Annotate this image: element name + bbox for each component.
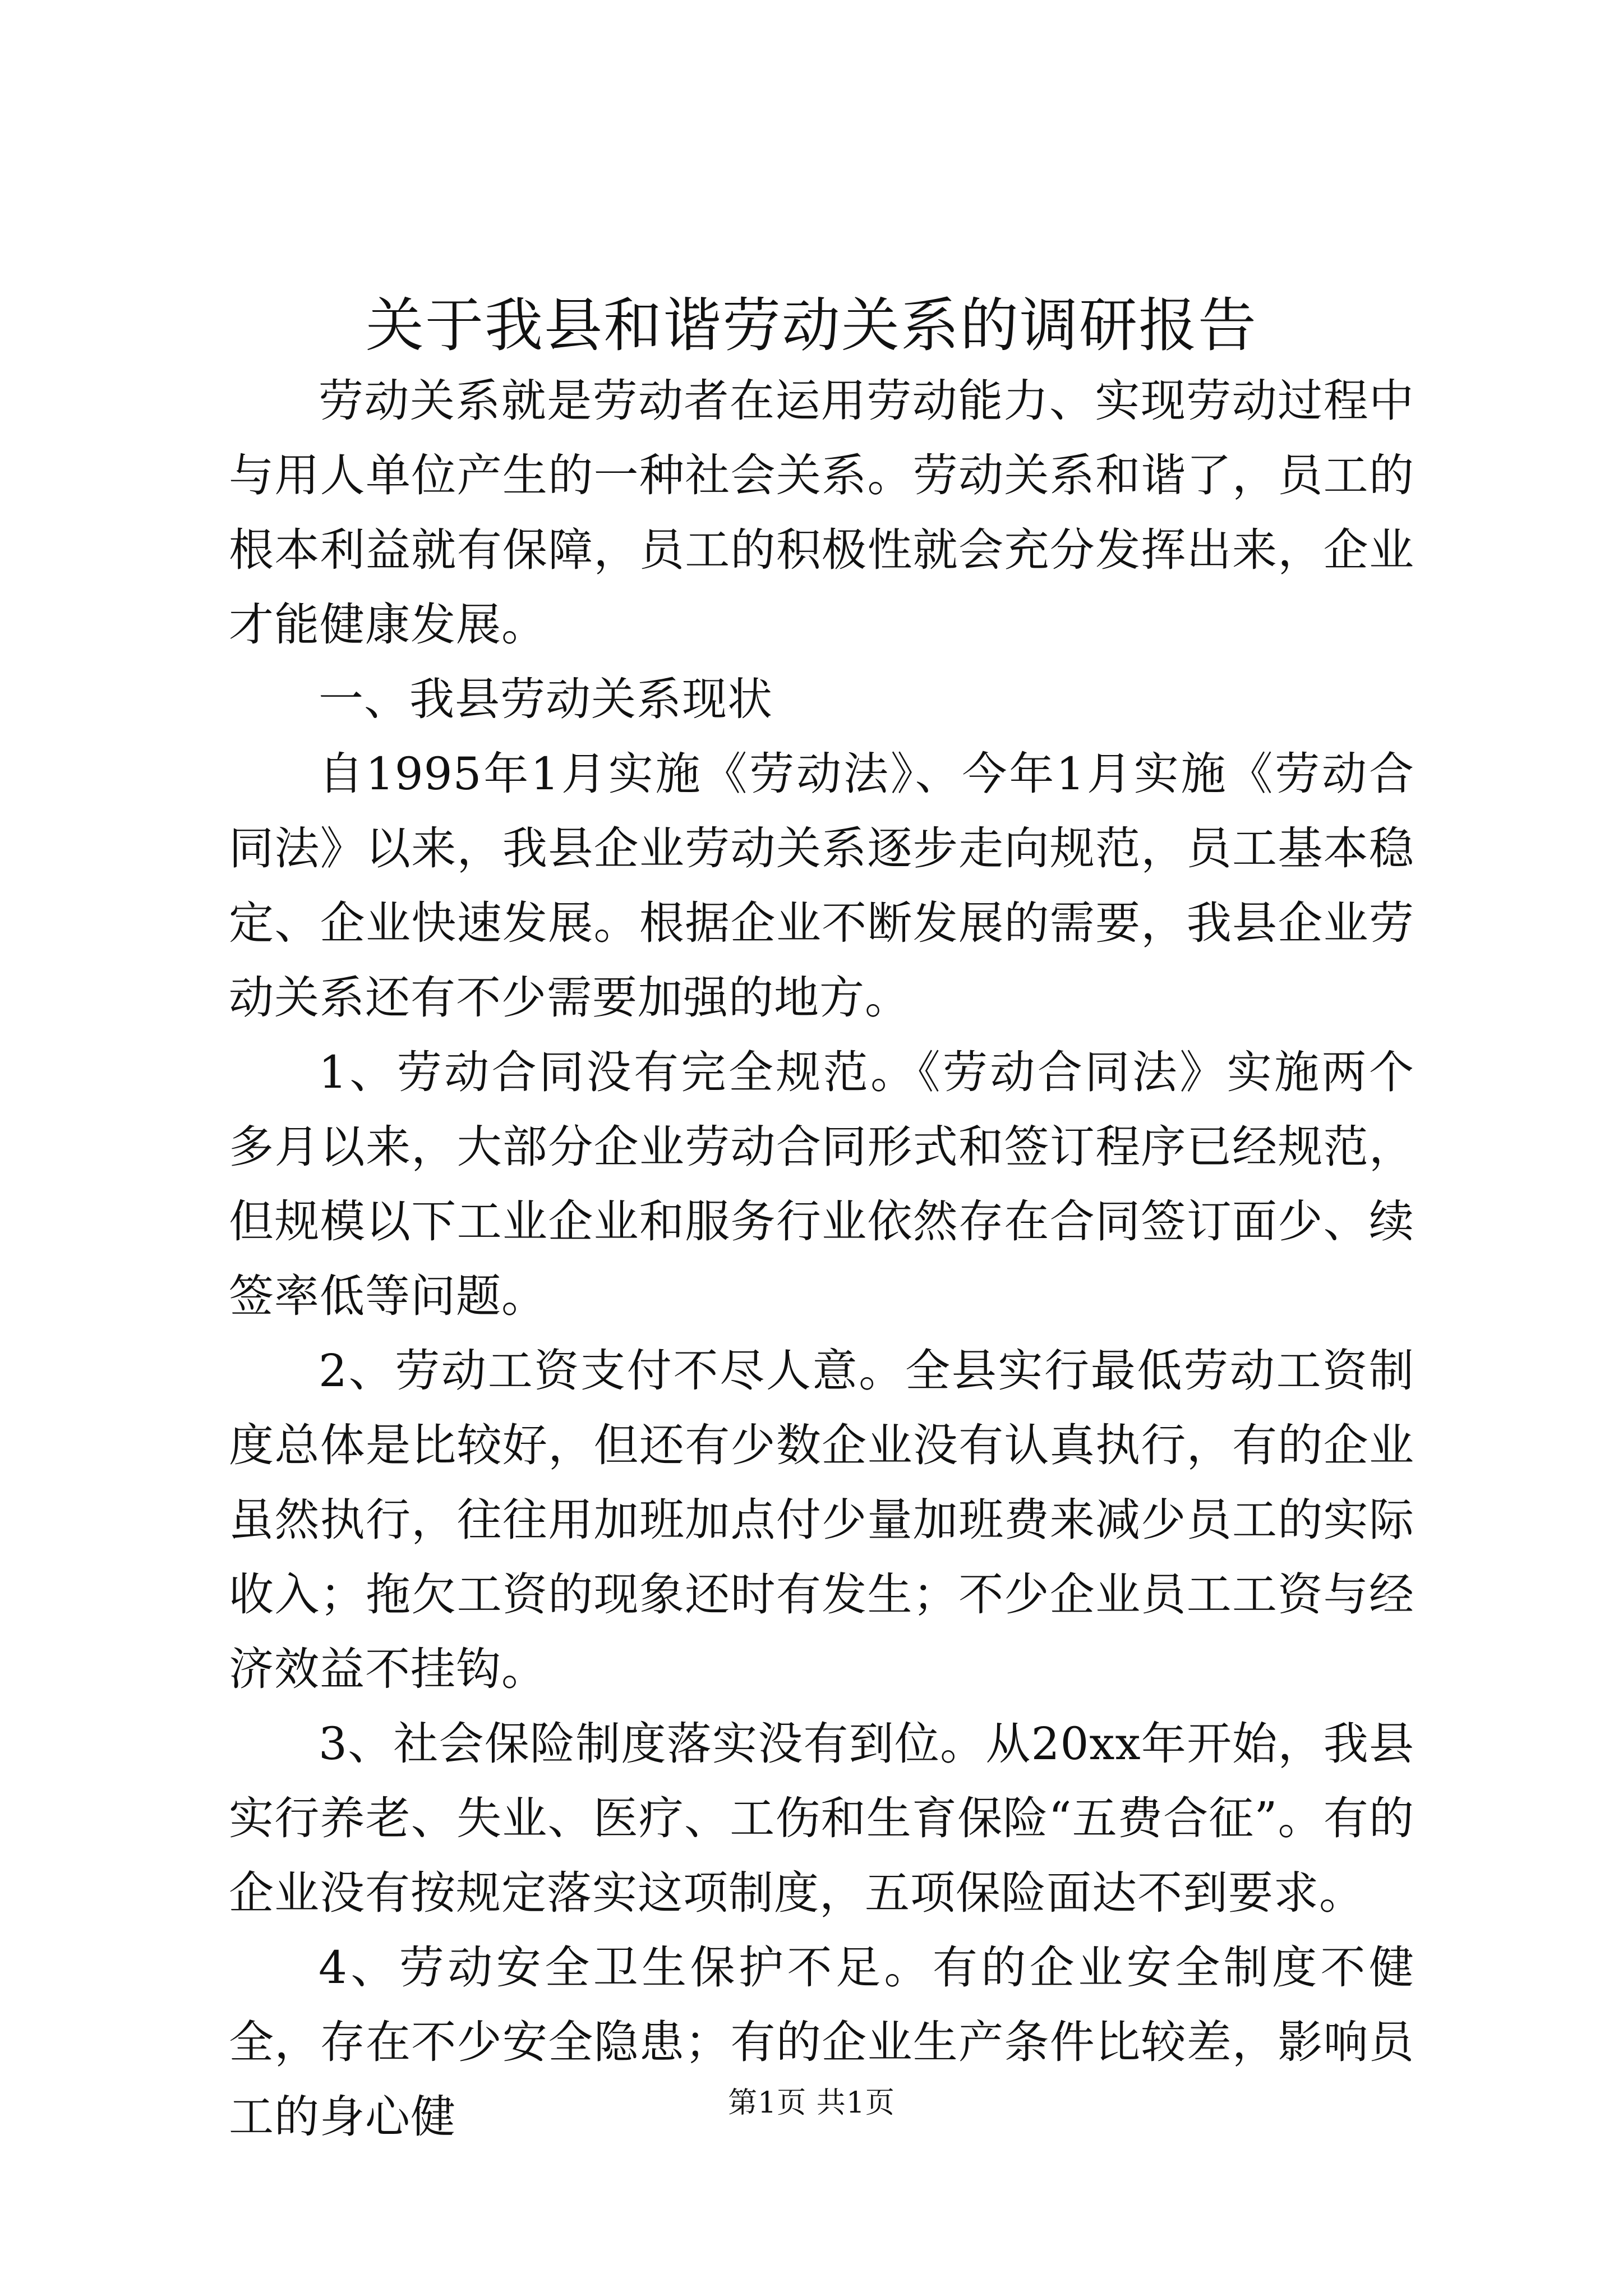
paragraph-item-1: 1、劳动合同没有完全规范。《劳动合同法》实施两个多月以来，大部分企业劳动合同形式和签订程序已经规范，但规模以下工业企业和服务行业依然存在合同签订面少、续签率低等问题。 [229,1046,1414,1322]
paragraph-item-3: 3、社会保险制度落实没有到位。从20xx年开始，我县实行养老、失业、医疗、工伤和生育保险“五费合征”。有的企业没有按规定落实这项制度，五项保险面达不到要求。 [229,1718,1414,1919]
paragraph-item-4: 4、劳动安全卫生保护不足。有的企业安全制度不健全，存在不少安全隐患；有的企业生产条件比较差，影响员工的身心健 [229,1941,1414,2143]
document-body [229,364,1414,2154]
paragraph-status: 自1995年1月实施《劳动法》、今年1月实施《劳动合同法》以来，我县企业劳动关系逐步走向规范，员工基本稳定、企业快速发展。根据企业不断发展的需要，我县企业劳动关系还有不少需要加强的地方。 [229,748,1414,1024]
section-heading: 一、我县劳动关系现状 [319,673,773,725]
page-footer: 第1页 共1页 [728,2086,895,2120]
paragraph-item-2: 2、劳动工资支付不尽人意。全县实行最低劳动工资制度总体是比较好，但还有少数企业没有认真执行，有的企业虽然执行，往往用加班加点付少量加班费来减少员工的实际收入；拖欠工资的现象还时有发生；不少企业员工工资与经济效益不挂钩。 [229,1345,1414,1695]
document-title: 关于我县和谐劳动关系的调研报告 [365,291,1257,360]
paragraph-intro: 劳动关系就是劳动者在运用劳动能力、实现劳动过程中与用人单位产生的一种社会关系。劳动关系和谐了，员工的根本利益就有保障，员工的积极性就会充分发挥出来，企业才能健康发展。 [229,375,1414,651]
